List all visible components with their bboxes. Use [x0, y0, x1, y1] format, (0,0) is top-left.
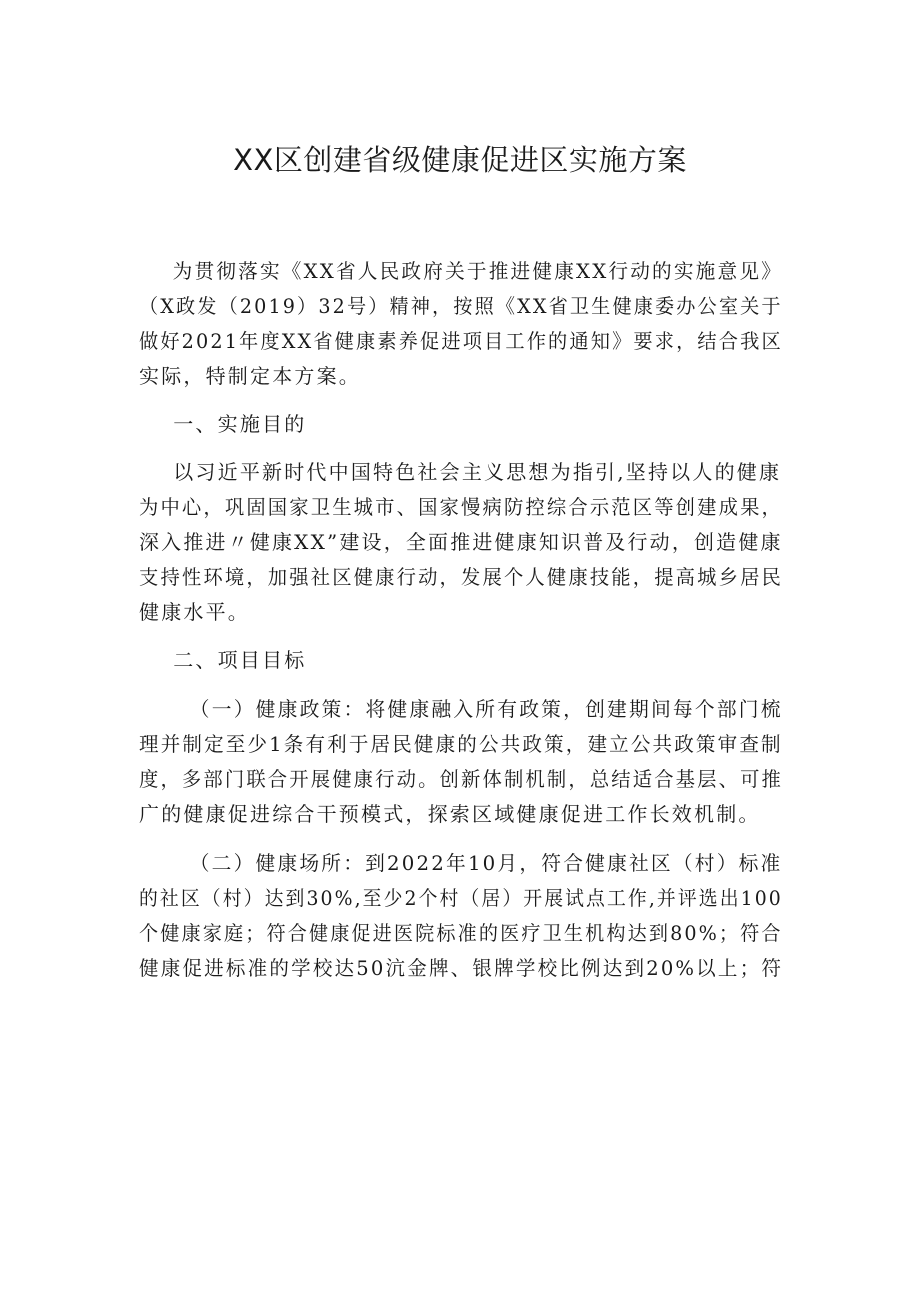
text-line: 为贯彻落实《XX省人民政府关于推进健康XX行动的实施意见》	[139, 259, 783, 283]
policy-paragraph	[139, 692, 783, 832]
text-line: 做好2021年度XX省健康素养促进项目工作的通知》要求，结合我区	[139, 329, 783, 353]
intro-paragraph	[139, 254, 783, 394]
section-heading-2	[139, 643, 783, 678]
text-line: 实际，特制定本方案。	[139, 364, 361, 388]
text-line: 深入推进〃健康XX”建设，全面推进健康知识普及行动，创造健康	[139, 530, 783, 554]
text-line: 支持性环境，加强社区健康行动，发展个人健康技能，提高城乡居民	[139, 565, 784, 589]
text-line: （二）健康场所：到2022年10月，符合健康社区（村）标准	[139, 851, 783, 875]
document-body	[139, 254, 783, 986]
heading-line: 二、项目目标	[139, 648, 307, 672]
text-line: 健康促进标准的学校达50沆金牌、银牌学校比例达到20%以上；符	[139, 956, 784, 980]
text-line: 以习近平新时代中国特色社会主义思想为指引,坚持以人的健康	[139, 460, 782, 484]
purpose-paragraph	[139, 455, 783, 630]
text-line: 理并制定至少1条有利于居民健康的公共政策，建立公共政策审查制	[139, 732, 783, 756]
text-line: 的社区（村）达到30%,至少2个村（居）开展试点工作,并评选出100	[139, 886, 783, 910]
venues-paragraph	[139, 846, 783, 986]
text-line: 广的健康促进综合干预模式，探索区域健康促进工作长效机制。	[139, 802, 761, 826]
document-title: XX区创建省级健康促进区实施方案	[233, 143, 687, 177]
heading-line: 一、实施目的	[139, 412, 307, 436]
section-heading-1	[139, 407, 783, 442]
text-line: （一）健康政策：将健康融入所有政策，创建期间每个部门梳	[139, 697, 783, 721]
text-line: 度，多部门联合开展健康行动。创新体制机制，总结适合基层、可推	[139, 767, 784, 791]
text-line: 为中心，巩固国家卫生城市、国家慢病防控综合示范区等创建成果，	[139, 495, 784, 519]
text-line: 个健康家庭；符合健康促进医院标准的医疗卫生机构达到80%；符合	[139, 921, 783, 945]
text-line: 健康水平。	[139, 600, 250, 624]
text-line: （X政发（2019）32号）精神，按照《XX省卫生健康委办公室关于	[139, 294, 783, 318]
